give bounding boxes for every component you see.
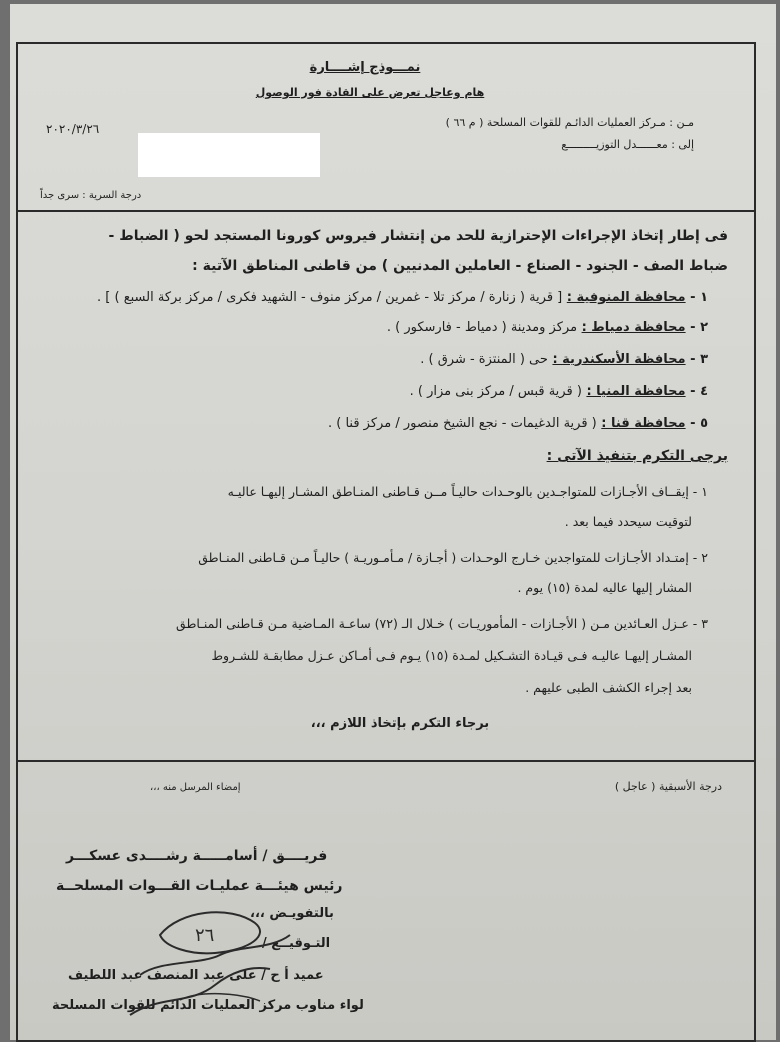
action-2-line-2: المشار إليها عاليه لمدة (١٥) يوم . [517, 580, 692, 595]
item-number: ٥ - [690, 416, 708, 431]
list-item [410, 384, 708, 399]
governorate: محافظة المنيا : [586, 384, 686, 399]
classification: درجة السرية : سرى جداً [40, 190, 142, 201]
signature-label: التـوقيــع / [262, 936, 331, 951]
item-number: ١ - [690, 290, 708, 305]
urgency-note: هام وعاجل تعرض على القادة فور الوصول [255, 86, 485, 99]
signer-title: رئيس هيئـــة عمليـات القـــوات المسلحــة [56, 878, 343, 894]
list-item [97, 290, 708, 305]
list-item [328, 416, 708, 431]
action-3-line-3: بعد إجراء الكشف الطبى عليهم . [525, 680, 692, 695]
item-number: ٤ - [690, 384, 708, 399]
list-item [420, 352, 708, 367]
to-line: إلى : معــــــدل التوزيـــــــــع [561, 138, 694, 151]
handwritten-signature [120, 905, 320, 1035]
governorate: محافظة الأسكندرية : [552, 352, 686, 367]
priority: درجة الأسبقية ( عاجل ) [614, 780, 722, 793]
signer-name: فريــــق / أسامـــــة رشــــدى عسكـــر [66, 848, 328, 864]
delegation: بالتفويـض ،،، [250, 906, 334, 921]
signer2-name: عميد أ ح / على عبد المنصف عبد اللطيف [68, 968, 324, 983]
action-3-line-2: المشـار إليهـا عاليـه فـى قيـادة التشـكيل لمـدة (١٥) يـوم فـى أمـاكن عـزل مطابقـة للشـروط [211, 648, 692, 663]
locations: [ قرية ( زنارة / مركز تلا - غمرين / مركز منوف - الشهيد فكرى / مركز بركة السبع ) ] . [97, 290, 563, 305]
intro-line-1: فى إطار إتخاذ الإجراءات الإحترازية للحد من إنتشار فيروس كورونا المستجد لحو ( الضباط - [108, 228, 728, 244]
request-heading: برجى التكرم بتنفيذ الآتى : [546, 448, 728, 464]
divider-top [16, 210, 756, 212]
action-1-line-1: ١ - إيقــاف الأجـازات للمتواجـدين بالوحـدات حاليـاً مــن قـاطنى المنـاطق المشـار إليهـا عاليـه [227, 484, 708, 499]
sender-signature-label: إمضاء المرسل منه ،،، [150, 782, 241, 793]
closing-line: برجاء التكرم بإتخاذ اللازم ،،، [310, 716, 490, 731]
governorate: محافظة المنوفية : [566, 290, 686, 305]
locations: ( قرية الدغيمات - نجع الشيخ منصور / مركز قنا ) . [327, 416, 597, 431]
locations: حى ( المنتزة - شرق ) . [420, 352, 548, 367]
governorate: محافظة دمياط : [581, 320, 686, 335]
redaction-box [138, 133, 320, 177]
locations: ( قرية قبس / مركز بنى مزار ) . [409, 384, 582, 399]
signature-mark: ٢٦ [195, 925, 215, 946]
from-line: مـن : مـركز العمليات الدائـم للقوات المسلحة ( م ٦٦ ) [445, 116, 694, 129]
signer2-title: لواء مناوب مركز العمليات الدائم للقوات المسلحة [52, 998, 364, 1013]
locations: مركز ومدينة ( دمياط - فارسكور ) . [386, 320, 578, 335]
action-3-line-1: ٣ - عـزل العـائدين مـن ( الأجـازات - المأموريـات ) خـلال الـ (٧٢) ساعـة المـاضية مـن قـاطنى المنـاطق [176, 616, 708, 631]
item-number: ٣ - [690, 352, 708, 367]
list-item [387, 320, 708, 335]
form-title: نمـــوذج إشــــارة [309, 60, 421, 75]
item-number: ٢ - [690, 320, 708, 335]
date: ٢٠٢٠/٣/٢٦ [46, 122, 100, 136]
action-2-line-1: ٢ - إمتـداد الأجـازات للمتواجدين خـارج الوحـدات ( أجـازة / مـأمـوريـة ) حاليـاً مـن قـاطنى المنـاطق [198, 550, 708, 565]
action-1-line-2: لتوقيت سيحدد فيما بعد . [564, 514, 692, 529]
divider-bottom [16, 760, 756, 762]
intro-line-2: ضباط الصف - الجنود - الصناع - العاملين المدنيين ) من قاطنى المناطق الآتية : [192, 258, 728, 274]
governorate: محافظة قنا : [601, 416, 686, 431]
